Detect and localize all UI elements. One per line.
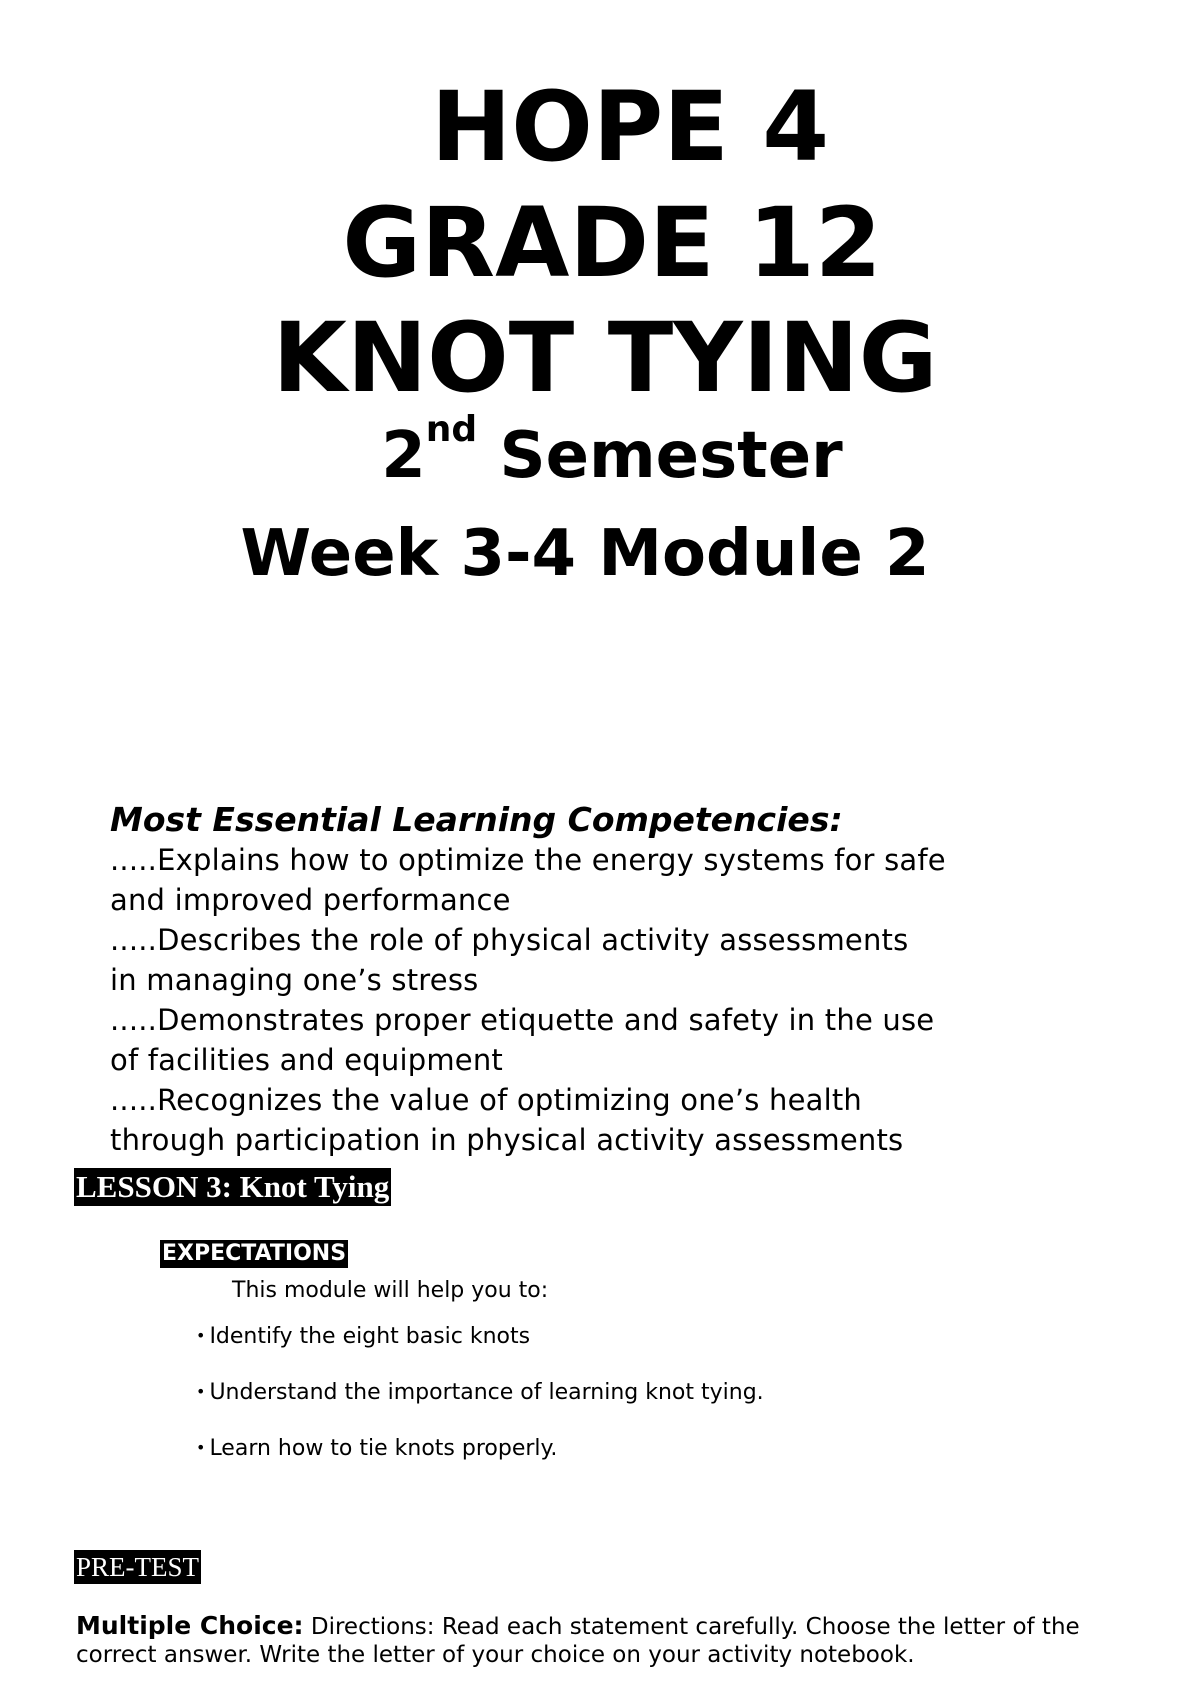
bullet-icon: •	[196, 1382, 206, 1401]
title-hope: HOPE 4	[430, 71, 830, 183]
competency-item: .....Demonstrates proper etiquette and safety in the use of facilities and equipment	[110, 1003, 935, 1077]
expectation-item	[196, 1378, 764, 1434]
expectations-list	[196, 1322, 764, 1490]
expectation-text: Identify the eight basic knots	[209, 1324, 531, 1349]
bullet-icon: •	[196, 1438, 206, 1457]
expectation-item	[196, 1434, 764, 1490]
semester-word: Semester	[477, 419, 843, 493]
semester-heading	[12, 409, 1200, 494]
lesson-title: LESSON 3: Knot Tying	[76, 1169, 390, 1204]
expectation-text: Understand the importance of learning knot tying.	[209, 1380, 764, 1405]
competencies-heading: Most Essential Learning Competencies:	[110, 800, 843, 839]
semester-number: 2	[381, 419, 426, 493]
week-module-heading: Week 3-4 Module 2	[240, 517, 930, 591]
competencies-list	[110, 840, 1110, 1160]
title-grade: GRADE 12	[342, 187, 882, 299]
competency-item: .....Describes the role of physical activity assessments in managing one’s stress	[110, 923, 909, 997]
bullet-icon: •	[196, 1326, 206, 1345]
expectations-intro: This module will help you to:	[232, 1278, 549, 1303]
semester-suffix: nd	[425, 409, 478, 450]
expectations-label: EXPECTATIONS	[162, 1241, 347, 1266]
multiple-choice-label: Multiple Choice:	[76, 1611, 304, 1640]
expectation-item	[196, 1322, 764, 1378]
competencies-section	[110, 800, 1110, 1160]
competency-item: .....Explains how to optimize the energy systems for safe and improved performance	[110, 843, 946, 917]
directions-text: Directions: Read each statement carefully. Choose the letter of the correct answer. Write the letter of your choice on your activity notebook.	[76, 1614, 1080, 1668]
multiple-choice-directions	[76, 1612, 1136, 1669]
title-topic: KNOT TYING	[272, 302, 938, 414]
pretest-label: PRE-TEST	[76, 1552, 200, 1582]
expectation-text: Learn how to tie knots properly.	[209, 1436, 558, 1461]
competency-item: .....Recognizes the value of optimizing one’s health through participation in physical activity assessments	[110, 1083, 904, 1157]
